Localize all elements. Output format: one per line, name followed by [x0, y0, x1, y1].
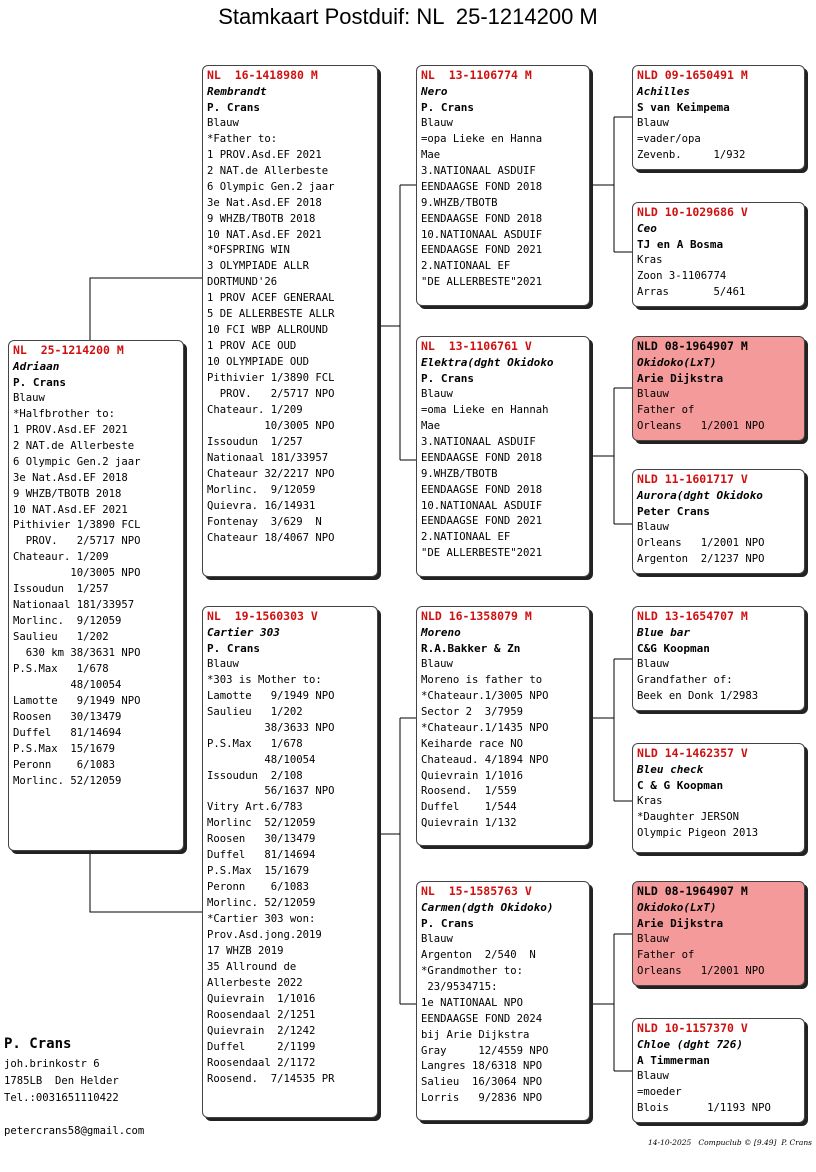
pigeon-name: Blue bar: [637, 625, 690, 639]
card-mother[interactable]: [202, 606, 378, 1118]
owner: P. Crans: [13, 375, 66, 389]
info-line: Orleans 1/2001 NPO: [637, 536, 765, 549]
ring-number: NL 19-1560303 V: [207, 609, 318, 623]
info-line: Lamotte 9/1949 NPO: [13, 694, 141, 707]
info-line: Quievrain 2/1242: [207, 1024, 316, 1037]
info-line: 9.WHZB/TBOTB: [421, 467, 498, 480]
info-line: Fontenay 3/629 N: [207, 515, 322, 528]
info-line: 2.NATIONAAL EF: [421, 531, 511, 544]
info-line: Sector 2 3/7959: [421, 705, 524, 718]
info-line: Kras: [637, 794, 663, 807]
info-line: Gray 12/4559 NPO: [421, 1044, 549, 1057]
info-line: Lorris 9/2836 NPO: [421, 1092, 543, 1105]
info-line: Allerbeste 2022: [207, 976, 303, 989]
info-line: Kras: [637, 253, 663, 266]
info-line: =vader/opa: [637, 132, 701, 145]
pigeon-name: Okidoko(LxT): [637, 355, 717, 369]
info-line: =moeder: [637, 1085, 682, 1098]
info-line: Father of: [637, 948, 695, 961]
pigeon-name: Chloe (dght 726): [637, 1037, 743, 1051]
info-line: Roosend. 7/14535 PR: [207, 1072, 335, 1085]
info-line: 9 WHZB/TBOTB 2018: [13, 487, 122, 500]
info-line: 9 WHZB/TBOTB 2018: [207, 212, 316, 225]
ring-number: NLD 10-1029686 V: [637, 205, 748, 219]
card-mmf[interactable]: [632, 881, 805, 986]
info-line: *Daughter JERSON: [637, 810, 740, 823]
info-line: P.S.Max 15/1679: [207, 865, 310, 878]
info-line: EENDAAGSE FOND 2021: [421, 244, 543, 257]
info-line: P.S.Max 1/678: [13, 663, 109, 676]
owner: P. Crans: [421, 100, 474, 114]
owner: C&G Koopman: [637, 641, 710, 655]
card-lines: [421, 387, 585, 562]
info-line: Prov.Asd.jong.2019: [207, 929, 322, 942]
info-line: EENDAAGSE FOND 2024: [421, 1012, 543, 1025]
info-line: 48/10054: [13, 679, 122, 692]
info-line: 10.NATIONAAL ASDUIF: [421, 228, 543, 241]
info-line: Roosen 30/13479: [207, 833, 316, 846]
pigeon-name: Bleu check: [637, 762, 704, 776]
info-line: 3.NATIONAAL ASDUIF: [421, 435, 536, 448]
pigeon-name: Elektra(dght Okidoko: [421, 355, 554, 369]
info-line: Lamotte 9/1949 NPO: [207, 689, 335, 702]
info-line: 1785LB Den Helder: [4, 1075, 119, 1087]
info-line: 10 OLYMPIADE OUD: [207, 356, 310, 369]
info-line: bij Arie Dijkstra: [421, 1028, 530, 1041]
info-line: Chateaud. 4/1894 NPO: [421, 753, 549, 766]
info-line: Blauw: [637, 387, 669, 400]
info-line: Zevenb. 1/932: [637, 148, 746, 161]
info-line: Morlinc. 52/12059: [13, 774, 122, 787]
info-line: Quievrain 1/1016: [207, 992, 316, 1005]
card-mother-father[interactable]: [416, 606, 590, 846]
info-line: Morlinc. 9/12059: [13, 615, 122, 628]
info-line: Blauw: [421, 116, 453, 129]
info-line: 56/1637 NPO: [207, 785, 335, 798]
info-line: Roosendaal 2/1172: [207, 1056, 316, 1069]
info-line: 10.NATIONAAL ASDUIF: [421, 499, 543, 512]
info-line: P.S.Max 1/678: [207, 737, 303, 750]
card-lines: [637, 932, 800, 980]
info-line: Duffel 81/14694: [207, 849, 316, 862]
info-line: 6 Olympic Gen.2 jaar: [207, 180, 335, 193]
pigeon-name: Carmen(dgth Okidoko): [421, 900, 554, 914]
owner: TJ en A Bosma: [637, 237, 724, 251]
info-line: EENDAAGSE FOND 2018: [421, 451, 543, 464]
ring-number: NLD 11-1601717 V: [637, 472, 748, 486]
info-line: 2 NAT.de Allerbeste: [207, 164, 329, 177]
info-line: Quievrain 1/1016: [421, 769, 524, 782]
info-line: 9.WHZB/TBOTB: [421, 196, 498, 209]
info-line: Blauw: [207, 657, 239, 670]
info-line: Mae: [421, 419, 441, 432]
info-line: 1e NATIONAAL NPO: [421, 996, 524, 1009]
pigeon-name: Moreno: [421, 625, 461, 639]
pigeon-name: Nero: [421, 84, 448, 98]
card-lines: [13, 391, 179, 790]
card-father[interactable]: [202, 65, 378, 577]
info-line: Saulieu 1/202: [13, 631, 109, 644]
info-line: 38/3633 NPO: [207, 721, 335, 734]
info-line: Blauw: [637, 932, 669, 945]
ring-number: NL 13-1106761 V: [421, 339, 532, 353]
info-line: Duffel 1/544: [421, 801, 517, 814]
pigeon-name: Okidoko(LxT): [637, 900, 717, 914]
info-line: Chateaur. 1/209: [207, 404, 303, 417]
info-line: Roosend. 1/559: [421, 785, 517, 798]
info-line: Blauw: [637, 520, 669, 533]
card-father-father[interactable]: [416, 65, 590, 306]
info-line: 630 km 38/3631 NPO: [13, 647, 141, 660]
info-line: *OFSPRING WIN: [207, 244, 290, 257]
info-line: Pithivier 1/3890 FCL: [207, 372, 335, 385]
card-lines: [637, 520, 800, 568]
info-line: Langres 18/6318 NPO: [421, 1060, 543, 1073]
breeder-address: [4, 1056, 119, 1107]
info-line: Argenton 2/540 N: [421, 948, 536, 961]
info-line: Roosendaal 2/1251: [207, 1008, 316, 1021]
info-line: Vitry Art.6/783: [207, 801, 303, 814]
breeder-info: [4, 1036, 119, 1107]
info-line: Tel.:0031651110422: [4, 1092, 119, 1104]
info-line: 1 PROV ACEF GENERAAL: [207, 292, 335, 305]
pigeon-name: Rembrandt: [207, 84, 267, 98]
info-line: Duffel 2/1199: [207, 1040, 316, 1053]
info-line: Zoon 3-1106774: [637, 269, 727, 282]
info-line: *Cartier 303 won:: [207, 913, 316, 926]
breeder-email[interactable]: petercrans58@gmail.com: [4, 1125, 145, 1137]
info-line: 10 FCI WBP ALLROUND: [207, 324, 329, 337]
owner: Arie Dijkstra: [637, 916, 724, 930]
info-line: Nationaal 181/33957: [13, 599, 135, 612]
info-line: PROV. 2/5717 NPO: [207, 388, 335, 401]
info-line: Chateaur 18/4067 NPO: [207, 531, 335, 544]
card-mfm[interactable]: [632, 743, 805, 853]
info-line: Quievra. 16/14931: [207, 499, 316, 512]
info-line: 10 NAT.Asd.EF 2021: [13, 503, 128, 516]
info-line: Blauw: [637, 116, 669, 129]
info-line: EENDAAGSE FOND 2018: [421, 483, 543, 496]
info-line: =opa Lieke en Hanna: [421, 132, 543, 145]
info-line: 6 Olympic Gen.2 jaar: [13, 455, 141, 468]
info-line: Blauw: [421, 387, 453, 400]
ring-number: NLD 14-1462357 V: [637, 746, 748, 760]
ring-number: NL 15-1585763 V: [421, 884, 532, 898]
info-line: Morlinc 52/12059: [207, 817, 316, 830]
owner: P. Crans: [421, 916, 474, 930]
info-line: Blois 1/1193 NPO: [637, 1101, 771, 1114]
owner: P. Crans: [207, 641, 260, 655]
pigeon-name: Achilles: [637, 84, 690, 98]
info-line: DORTMUND'26: [207, 276, 278, 289]
info-line: 1 PROV.Asd.EF 2021: [207, 148, 322, 161]
info-line: Blauw: [637, 657, 669, 670]
ring-number: NLD 13-1654707 M: [637, 609, 748, 623]
ring-number: NLD 09-1650491 M: [637, 68, 748, 82]
card-fmm[interactable]: [632, 469, 805, 574]
card-subject[interactable]: [8, 340, 184, 851]
info-line: *303 is Mother to:: [207, 673, 322, 686]
card-lines: [421, 932, 585, 1107]
info-line: "DE ALLERBESTE"2021: [421, 547, 543, 560]
info-line: Issoudun 2/108: [207, 769, 303, 782]
card-lines: [637, 1069, 800, 1117]
owner: P. Crans: [421, 371, 474, 385]
pigeon-name: Adriaan: [13, 359, 60, 373]
card-mff[interactable]: [632, 606, 805, 711]
info-line: P.S.Max 15/1679: [13, 742, 116, 755]
info-line: 3.NATIONAAL ASDUIF: [421, 164, 536, 177]
info-line: *Chateaur.1/3005 NPO: [421, 689, 549, 702]
info-line: EENDAAGSE FOND 2018: [421, 212, 543, 225]
info-line: *Grandmother to:: [421, 964, 524, 977]
info-line: 3e Nat.Asd.EF 2018: [207, 196, 322, 209]
info-line: Mae: [421, 148, 441, 161]
info-line: Peronn 6/1083: [207, 881, 310, 894]
info-line: Orleans 1/2001 NPO: [637, 964, 765, 977]
owner: Peter Crans: [637, 504, 710, 518]
info-line: 23/9534715:: [421, 980, 498, 993]
card-fmf[interactable]: [632, 336, 805, 441]
card-lines: [207, 116, 373, 547]
info-line: *Chateaur.1/1435 NPO: [421, 721, 549, 734]
info-line: Grandfather of:: [637, 673, 733, 686]
footer-credit: 14-10-2025 Compuclub © [9.49] P. Crans: [648, 1138, 812, 1147]
info-line: *Father to:: [207, 132, 278, 145]
card-lines: [637, 657, 800, 705]
info-line: Issoudun 1/257: [207, 435, 303, 448]
card-lines: [637, 253, 800, 301]
info-line: Morlinc. 9/12059: [207, 483, 316, 496]
info-line: Orleans 1/2001 NPO: [637, 419, 765, 432]
info-line: PROV. 2/5717 NPO: [13, 535, 141, 548]
info-line: Arras 5/461: [637, 285, 746, 298]
info-line: Blauw: [421, 932, 453, 945]
info-line: 1 PROV.Asd.EF 2021: [13, 423, 128, 436]
pigeon-name: Aurora(dght Okidoko: [637, 488, 763, 502]
card-lines: [637, 794, 800, 842]
info-line: Blauw: [13, 391, 45, 404]
info-line: Duffel 81/14694: [13, 726, 122, 739]
info-line: Chateaur. 1/209: [13, 551, 109, 564]
info-line: EENDAAGSE FOND 2018: [421, 180, 543, 193]
owner: R.A.Bakker & Zn: [421, 641, 521, 655]
info-line: Keiharde race NO: [421, 737, 524, 750]
info-line: Blauw: [421, 657, 453, 670]
info-line: Father of: [637, 403, 695, 416]
info-line: Roosen 30/13479: [13, 710, 122, 723]
info-line: Blauw: [207, 116, 239, 129]
pigeon-name: Ceo: [637, 221, 657, 235]
info-line: Argenton 2/1237 NPO: [637, 552, 765, 565]
info-line: 3e Nat.Asd.EF 2018: [13, 471, 128, 484]
card-lines: [421, 657, 585, 832]
info-line: 48/10054: [207, 753, 316, 766]
ring-number: NL 13-1106774 M: [421, 68, 532, 82]
info-line: =oma Lieke en Hannah: [421, 403, 549, 416]
info-line: joh.brinkostr 6: [4, 1058, 100, 1070]
card-lines: [421, 116, 585, 291]
info-line: Blauw: [637, 1069, 669, 1082]
ring-number: NL 25-1214200 M: [13, 343, 124, 357]
card-ffm[interactable]: [632, 202, 805, 307]
info-line: Morlinc. 52/12059: [207, 897, 316, 910]
info-line: 2 NAT.de Allerbeste: [13, 439, 135, 452]
info-line: 1 PROV ACE OUD: [207, 340, 297, 353]
info-line: Pithivier 1/3890 FCL: [13, 519, 141, 532]
card-lines: [637, 116, 800, 164]
breeder-name: P. Crans: [4, 1036, 72, 1052]
info-line: Issoudun 1/257: [13, 583, 109, 596]
info-line: Beek en Donk 1/2983: [637, 689, 759, 702]
card-fff[interactable]: [632, 65, 805, 170]
owner: C & G Koopman: [637, 778, 724, 792]
info-line: "DE ALLERBESTE"2021: [421, 276, 543, 289]
info-line: Olympic Pigeon 2013: [637, 826, 759, 839]
ring-number: NLD 10-1157370 V: [637, 1021, 748, 1035]
card-father-mother[interactable]: [416, 336, 590, 577]
ring-number: NLD 08-1964907 M: [637, 339, 748, 353]
info-line: 10 NAT.Asd.EF 2021: [207, 228, 322, 241]
card-mother-mother[interactable]: [416, 881, 590, 1121]
card-lines: [637, 387, 800, 435]
info-line: Nationaal 181/33957: [207, 451, 329, 464]
info-line: Chateaur 32/2217 NPO: [207, 467, 335, 480]
card-lines: [207, 657, 373, 1088]
owner: S van Keimpema: [637, 100, 730, 114]
ring-number: NLD 16-1358079 M: [421, 609, 532, 623]
info-line: 17 WHZB 2019: [207, 945, 284, 958]
card-mmm[interactable]: [632, 1018, 805, 1123]
owner: Arie Dijkstra: [637, 371, 724, 385]
info-line: 10/3005 NPO: [207, 419, 335, 432]
info-line: 3 OLYMPIADE ALLR: [207, 260, 310, 273]
info-line: 5 DE ALLERBESTE ALLR: [207, 308, 335, 321]
owner: A Timmerman: [637, 1053, 710, 1067]
owner: P. Crans: [207, 100, 260, 114]
ring-number: NLD 08-1964907 M: [637, 884, 748, 898]
info-line: Moreno is father to: [421, 673, 543, 686]
info-line: 10/3005 NPO: [13, 567, 141, 580]
info-line: 2.NATIONAAL EF: [421, 260, 511, 273]
info-line: 35 Allround de: [207, 960, 297, 973]
info-line: Peronn 6/1083: [13, 758, 116, 771]
info-line: *Halfbrother to:: [13, 407, 116, 420]
info-line: EENDAAGSE FOND 2021: [421, 515, 543, 528]
pigeon-name: Cartier 303: [207, 625, 280, 639]
info-line: Saulieu 1/202: [207, 705, 303, 718]
info-line: Quievrain 1/132: [421, 817, 517, 830]
page-title: Stamkaart Postduif: NL 25-1214200 M: [218, 4, 598, 29]
info-line: Salieu 16/3064 NPO: [421, 1076, 543, 1089]
ring-number: NL 16-1418980 M: [207, 68, 318, 82]
